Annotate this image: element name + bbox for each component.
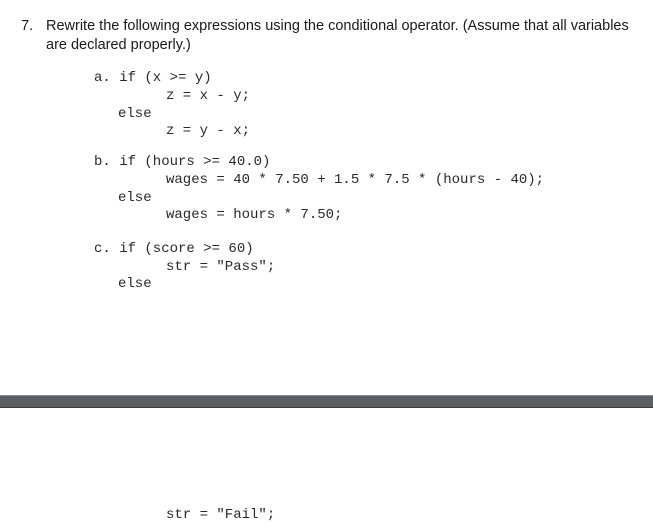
part-c-else-keyword: else [118, 276, 152, 292]
part-a-else-keyword: else [118, 106, 152, 122]
page-divider [0, 395, 653, 408]
part-b-else-keyword: else [118, 190, 152, 206]
part-a-if-line: a. if (x >= y) [94, 70, 212, 86]
part-b-then-statement: wages = 40 * 7.50 + 1.5 * 7.5 * (hours - 40); [166, 172, 545, 188]
part-a-then-statement: z = x - y; [166, 88, 251, 104]
part-b-if-line: b. if (hours >= 40.0) [94, 154, 271, 170]
part-c-if-line: c. if (score >= 60) [94, 241, 254, 257]
question-text: Rewrite the following expressions using the conditional operator. (Assume that all variables are declared properly.) [46, 18, 629, 53]
part-b-else-statement: wages = hours * 7.50; [166, 207, 343, 223]
part-c-then-statement: str = "Pass"; [166, 259, 276, 275]
part-a-else-statement: z = y - x; [166, 123, 251, 139]
part-c-else-statement: str = "Fail"; [166, 507, 276, 523]
question-number: 7. [21, 18, 34, 34]
